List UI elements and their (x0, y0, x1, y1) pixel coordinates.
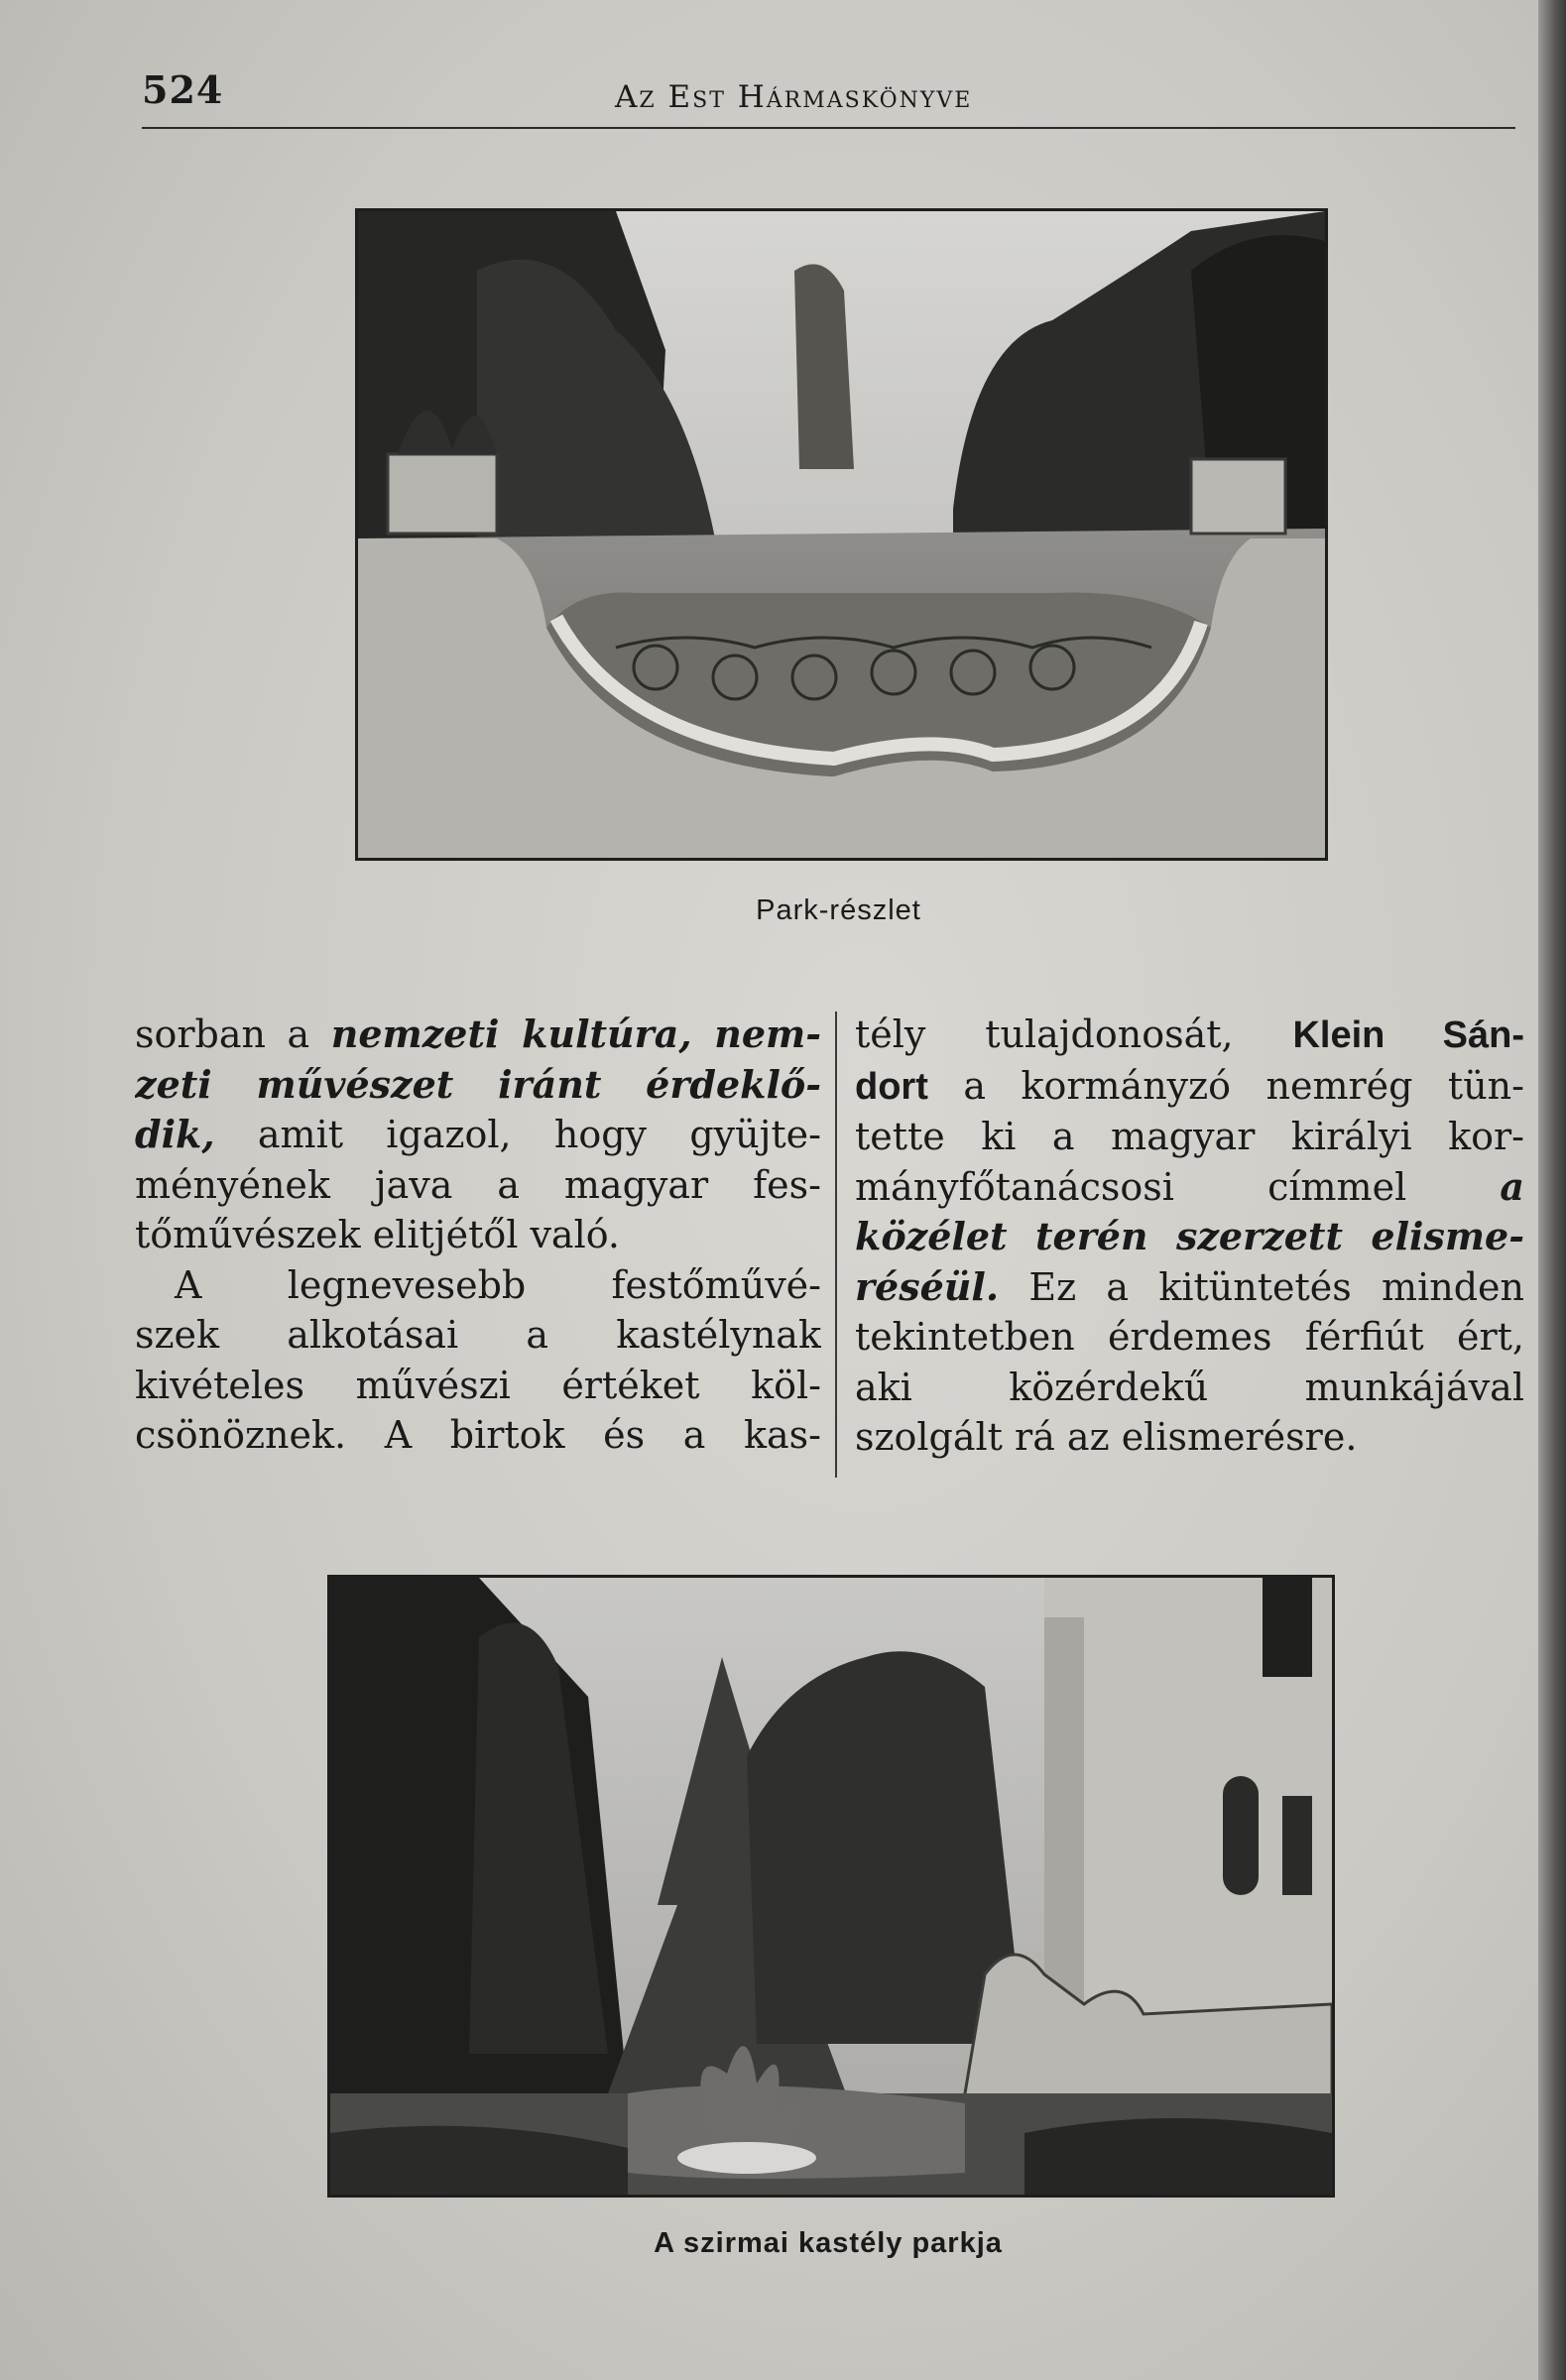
text-line: dort a kormányzó nemrég tün- (855, 1063, 1524, 1108)
text-line: zeti művészet iránt érdeklő- (135, 1061, 821, 1107)
book-spine-shadow (1538, 0, 1566, 2380)
text-line: tély tulajdonosát, Klein Sán- (855, 1012, 1524, 1056)
text-line: sorban a nemzeti kultúra, nem- (135, 1012, 821, 1056)
figure-caption: Park-részlet (756, 894, 921, 926)
text-line: A legnevesebb festőművé- (175, 1262, 821, 1307)
text-column-left (135, 1010, 821, 1461)
text-line: tette ki a magyar királyi kor- (855, 1115, 1524, 1158)
text-line: ményének java a magyar fes- (135, 1162, 821, 1207)
text-line: tekintetben érdemes férfiút ért, (855, 1315, 1524, 1359)
text-line: dik, amit igazol, hogy gyüjte- (135, 1112, 821, 1156)
text-line: aki közérdekű munkájával (855, 1365, 1524, 1409)
running-head: Az Est Hármaskönyve (615, 79, 973, 115)
text-line: közélet terén szerzett elisme- (855, 1214, 1524, 1258)
text-line: csönöznek. A birtok és a kas- (135, 1413, 821, 1457)
column-divider (835, 1012, 837, 1478)
text-column-right (855, 1010, 1524, 1463)
text-line: tőművészek elitjétől való. (135, 1213, 621, 1256)
text-line: szek alkotásai a kastélynak (135, 1313, 821, 1357)
figure-caption: A szirmai kastély parkja (654, 2227, 1003, 2259)
page-number: 524 (142, 67, 224, 112)
header-rule (142, 127, 1515, 129)
text-line: szolgált rá az elismerésre. (855, 1415, 1358, 1459)
park-detail-photo (355, 208, 1328, 861)
text-line: kivételes művészi értéket köl- (135, 1363, 821, 1407)
castle-park-photo (327, 1575, 1335, 2198)
text-line: mányfőtanácsosi címmel a (855, 1163, 1524, 1209)
text-line: réséül. Ez a kitüntetés minden (855, 1263, 1524, 1309)
